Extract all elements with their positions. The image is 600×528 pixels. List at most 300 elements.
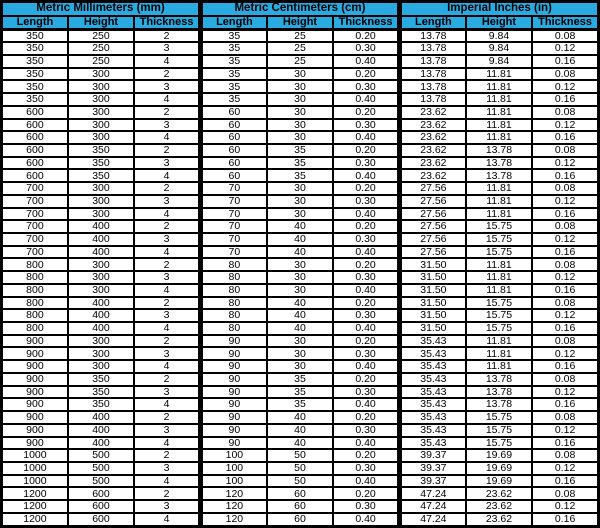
cell: 350 xyxy=(2,93,68,106)
cell: 0.16 xyxy=(532,360,598,373)
cell: 13.78 xyxy=(399,42,465,55)
cell: 31.50 xyxy=(399,309,465,322)
cell: 11.81 xyxy=(466,68,532,81)
cell: 0.08 xyxy=(532,258,598,271)
cell: 27.56 xyxy=(399,233,465,246)
cell: 11.81 xyxy=(466,80,532,93)
cell: 35 xyxy=(200,29,266,42)
cell: 300 xyxy=(68,80,134,93)
cell: 3 xyxy=(134,424,200,437)
cell: 23.62 xyxy=(399,169,465,182)
table-row xyxy=(2,271,599,284)
cell: 0.40 xyxy=(333,93,399,106)
cell: 15.75 xyxy=(466,437,532,450)
cell: 25 xyxy=(267,29,333,42)
cell: 800 xyxy=(2,258,68,271)
cell: 1000 xyxy=(2,475,68,488)
cell: 3 xyxy=(134,271,200,284)
cell: 35 xyxy=(267,386,333,399)
cell: 31.50 xyxy=(399,271,465,284)
cell: 2 xyxy=(134,29,200,42)
table-row xyxy=(2,398,599,411)
cell: 35 xyxy=(267,144,333,157)
cell: 0.16 xyxy=(532,93,598,106)
table-row xyxy=(2,195,599,208)
cell: 0.40 xyxy=(333,437,399,450)
cell: 400 xyxy=(68,233,134,246)
table-row xyxy=(2,106,599,119)
cell: 300 xyxy=(68,119,134,132)
cell: 2 xyxy=(134,335,200,348)
cell: 600 xyxy=(2,144,68,157)
cell: 4 xyxy=(134,475,200,488)
cell: 100 xyxy=(200,475,266,488)
cell: 0.08 xyxy=(532,373,598,386)
cell: 3 xyxy=(134,386,200,399)
cell: 4 xyxy=(134,284,200,297)
cell: 35.43 xyxy=(399,347,465,360)
cell: 0.40 xyxy=(333,475,399,488)
cell: 400 xyxy=(68,424,134,437)
table-header xyxy=(2,2,599,30)
cell: 600 xyxy=(2,131,68,144)
cell: 500 xyxy=(68,449,134,462)
cell: 80 xyxy=(200,309,266,322)
cell: 0.20 xyxy=(333,297,399,310)
cell: 31.50 xyxy=(399,284,465,297)
table-row xyxy=(2,80,599,93)
table-row xyxy=(2,258,599,271)
cell: 39.37 xyxy=(399,475,465,488)
cell: 300 xyxy=(68,195,134,208)
cell: 30 xyxy=(267,119,333,132)
cell: 600 xyxy=(2,106,68,119)
cell: 0.40 xyxy=(333,55,399,68)
cell: 2 xyxy=(134,297,200,310)
cell: 35.43 xyxy=(399,398,465,411)
cell: 4 xyxy=(134,322,200,335)
cell: 0.16 xyxy=(532,131,598,144)
table-row xyxy=(2,233,599,246)
cell: 3 xyxy=(134,462,200,475)
table-row xyxy=(2,475,599,488)
cell: 30 xyxy=(267,106,333,119)
cell: 19.69 xyxy=(466,475,532,488)
cell: 2 xyxy=(134,258,200,271)
cell: 0.16 xyxy=(532,169,598,182)
cell: 35 xyxy=(200,93,266,106)
cell: 80 xyxy=(200,297,266,310)
cell: 2 xyxy=(134,411,200,424)
cell: 2 xyxy=(134,220,200,233)
cell: 0.30 xyxy=(333,119,399,132)
cell: 0.12 xyxy=(532,424,598,437)
cell: 800 xyxy=(2,309,68,322)
cell: 15.75 xyxy=(466,309,532,322)
cell: 0.08 xyxy=(532,449,598,462)
cell: 90 xyxy=(200,398,266,411)
cell: 0.30 xyxy=(333,271,399,284)
cell: 0.08 xyxy=(532,106,598,119)
column-header-row xyxy=(2,16,599,30)
table-row xyxy=(2,360,599,373)
cell: 35.43 xyxy=(399,335,465,348)
cell: 15.75 xyxy=(466,297,532,310)
table-row xyxy=(2,119,599,132)
cell: 15.75 xyxy=(466,220,532,233)
cell: 0.12 xyxy=(532,233,598,246)
cell: 3 xyxy=(134,309,200,322)
cell: 0.16 xyxy=(532,246,598,259)
cell: 3 xyxy=(134,119,200,132)
cell: 90 xyxy=(200,373,266,386)
group-header-imperial-in: Imperial Inches (in) xyxy=(399,2,598,16)
table-row xyxy=(2,373,599,386)
cell: 300 xyxy=(68,93,134,106)
cell: 300 xyxy=(68,131,134,144)
cell: 0.20 xyxy=(333,106,399,119)
cell: 0.16 xyxy=(532,398,598,411)
cell: 100 xyxy=(200,462,266,475)
cell: 30 xyxy=(267,68,333,81)
cell: 70 xyxy=(200,233,266,246)
cell: 700 xyxy=(2,182,68,195)
cell: 11.81 xyxy=(466,182,532,195)
cell: 0.08 xyxy=(532,335,598,348)
col-header-mm-length: Length xyxy=(2,16,68,30)
cell: 23.62 xyxy=(399,144,465,157)
cell: 800 xyxy=(2,322,68,335)
cell: 23.62 xyxy=(399,119,465,132)
cell: 27.56 xyxy=(399,220,465,233)
cell: 35 xyxy=(267,157,333,170)
cell: 0.40 xyxy=(333,284,399,297)
cell: 0.12 xyxy=(532,119,598,132)
cell: 0.20 xyxy=(333,373,399,386)
cell: 700 xyxy=(2,220,68,233)
cell: 350 xyxy=(2,55,68,68)
cell: 40 xyxy=(267,411,333,424)
cell: 90 xyxy=(200,347,266,360)
cell: 1200 xyxy=(2,487,68,500)
cell: 100 xyxy=(200,449,266,462)
cell: 2 xyxy=(134,68,200,81)
cell: 900 xyxy=(2,360,68,373)
cell: 4 xyxy=(134,513,200,527)
cell: 15.75 xyxy=(466,424,532,437)
cell: 0.12 xyxy=(532,42,598,55)
cell: 31.50 xyxy=(399,297,465,310)
cell: 35 xyxy=(267,373,333,386)
cell: 0.20 xyxy=(333,144,399,157)
cell: 0.30 xyxy=(333,500,399,513)
cell: 0.08 xyxy=(532,487,598,500)
cell: 700 xyxy=(2,208,68,221)
cell: 13.78 xyxy=(399,93,465,106)
cell: 35 xyxy=(200,42,266,55)
cell: 13.78 xyxy=(399,29,465,42)
cell: 23.62 xyxy=(399,131,465,144)
cell: 600 xyxy=(68,500,134,513)
cell: 300 xyxy=(68,208,134,221)
cell: 40 xyxy=(267,246,333,259)
cell: 0.40 xyxy=(333,246,399,259)
cell: 30 xyxy=(267,347,333,360)
table-row xyxy=(2,347,599,360)
cell: 19.69 xyxy=(466,449,532,462)
cell: 15.75 xyxy=(466,233,532,246)
cell: 0.20 xyxy=(333,68,399,81)
table-row xyxy=(2,513,599,527)
cell: 0.16 xyxy=(532,208,598,221)
cell: 30 xyxy=(267,93,333,106)
cell: 120 xyxy=(200,500,266,513)
cell: 70 xyxy=(200,195,266,208)
col-header-in-length: Length xyxy=(399,16,465,30)
table-row xyxy=(2,462,599,475)
col-header-mm-thickness: Thickness xyxy=(134,16,200,30)
cell: 500 xyxy=(68,475,134,488)
cell: 23.62 xyxy=(466,500,532,513)
cell: 90 xyxy=(200,424,266,437)
table-row xyxy=(2,131,599,144)
cell: 350 xyxy=(68,169,134,182)
cell: 39.37 xyxy=(399,462,465,475)
cell: 11.81 xyxy=(466,271,532,284)
col-header-cm-length: Length xyxy=(200,16,266,30)
cell: 60 xyxy=(200,144,266,157)
cell: 300 xyxy=(68,68,134,81)
cell: 27.56 xyxy=(399,195,465,208)
cell: 9.84 xyxy=(466,55,532,68)
cell: 3 xyxy=(134,195,200,208)
cell: 0.12 xyxy=(532,195,598,208)
cell: 90 xyxy=(200,411,266,424)
cell: 90 xyxy=(200,437,266,450)
cell: 11.81 xyxy=(466,106,532,119)
cell: 900 xyxy=(2,373,68,386)
cell: 0.12 xyxy=(532,386,598,399)
cell: 0.12 xyxy=(532,271,598,284)
cell: 400 xyxy=(68,309,134,322)
cell: 0.30 xyxy=(333,347,399,360)
cell: 40 xyxy=(267,437,333,450)
cell: 0.08 xyxy=(532,29,598,42)
cell: 11.81 xyxy=(466,347,532,360)
cell: 11.81 xyxy=(466,119,532,132)
cell: 0.16 xyxy=(532,55,598,68)
cell: 4 xyxy=(134,398,200,411)
cell: 0.30 xyxy=(333,80,399,93)
cell: 4 xyxy=(134,360,200,373)
cell: 300 xyxy=(68,284,134,297)
table-row xyxy=(2,144,599,157)
group-header-metric-cm: Metric Centimeters (cm) xyxy=(200,2,399,16)
cell: 60 xyxy=(200,119,266,132)
cell: 120 xyxy=(200,487,266,500)
cell: 3 xyxy=(134,157,200,170)
cell: 35 xyxy=(200,68,266,81)
table-row xyxy=(2,487,599,500)
table-row xyxy=(2,93,599,106)
table-row xyxy=(2,284,599,297)
cell: 0.30 xyxy=(333,195,399,208)
cell: 700 xyxy=(2,233,68,246)
cell: 90 xyxy=(200,386,266,399)
cell: 500 xyxy=(68,462,134,475)
cell: 2 xyxy=(134,449,200,462)
cell: 23.62 xyxy=(466,513,532,527)
cell: 0.20 xyxy=(333,220,399,233)
cell: 0.08 xyxy=(532,144,598,157)
cell: 13.78 xyxy=(466,398,532,411)
cell: 900 xyxy=(2,437,68,450)
cell: 300 xyxy=(68,360,134,373)
cell: 300 xyxy=(68,271,134,284)
cell: 70 xyxy=(200,246,266,259)
cell: 60 xyxy=(267,513,333,527)
cell: 400 xyxy=(68,246,134,259)
cell: 13.78 xyxy=(399,68,465,81)
cell: 350 xyxy=(68,386,134,399)
cell: 13.78 xyxy=(466,157,532,170)
cell: 4 xyxy=(134,169,200,182)
cell: 0.40 xyxy=(333,360,399,373)
cell: 35 xyxy=(267,398,333,411)
cell: 0.30 xyxy=(333,157,399,170)
cell: 40 xyxy=(267,233,333,246)
cell: 35 xyxy=(200,80,266,93)
cell: 35.43 xyxy=(399,411,465,424)
cell: 300 xyxy=(68,258,134,271)
col-header-cm-thickness: Thickness xyxy=(333,16,399,30)
cell: 11.81 xyxy=(466,284,532,297)
table-row xyxy=(2,208,599,221)
group-header-row xyxy=(2,2,599,16)
cell: 250 xyxy=(68,42,134,55)
cell: 700 xyxy=(2,195,68,208)
table-row xyxy=(2,182,599,195)
cell: 35.43 xyxy=(399,437,465,450)
cell: 60 xyxy=(267,487,333,500)
cell: 70 xyxy=(200,182,266,195)
cell: 30 xyxy=(267,335,333,348)
cell: 0.40 xyxy=(333,513,399,527)
cell: 0.30 xyxy=(333,233,399,246)
cell: 0.08 xyxy=(532,220,598,233)
cell: 47.24 xyxy=(399,487,465,500)
cell: 900 xyxy=(2,424,68,437)
cell: 40 xyxy=(267,220,333,233)
cell: 350 xyxy=(2,80,68,93)
cell: 60 xyxy=(200,106,266,119)
table-row xyxy=(2,42,599,55)
cell: 4 xyxy=(134,131,200,144)
table-row xyxy=(2,386,599,399)
cell: 900 xyxy=(2,398,68,411)
cell: 27.56 xyxy=(399,182,465,195)
cell: 35 xyxy=(267,169,333,182)
cell: 1200 xyxy=(2,500,68,513)
cell: 50 xyxy=(267,449,333,462)
cell: 700 xyxy=(2,246,68,259)
cell: 0.40 xyxy=(333,322,399,335)
table-row xyxy=(2,500,599,513)
cell: 0.30 xyxy=(333,386,399,399)
cell: 30 xyxy=(267,284,333,297)
cell: 11.81 xyxy=(466,258,532,271)
cell: 350 xyxy=(2,29,68,42)
cell: 11.81 xyxy=(466,131,532,144)
col-header-in-height: Height xyxy=(466,16,532,30)
cell: 30 xyxy=(267,360,333,373)
cell: 90 xyxy=(200,360,266,373)
cell: 0.20 xyxy=(333,487,399,500)
table-row xyxy=(2,297,599,310)
cell: 3 xyxy=(134,347,200,360)
cell: 600 xyxy=(2,157,68,170)
cell: 250 xyxy=(68,55,134,68)
cell: 3 xyxy=(134,42,200,55)
cell: 0.16 xyxy=(532,322,598,335)
cell: 400 xyxy=(68,297,134,310)
cell: 11.81 xyxy=(466,360,532,373)
cell: 31.50 xyxy=(399,322,465,335)
cell: 2 xyxy=(134,144,200,157)
cell: 0.30 xyxy=(333,42,399,55)
cell: 70 xyxy=(200,220,266,233)
cell: 350 xyxy=(68,398,134,411)
cell: 0.16 xyxy=(532,513,598,527)
table-row xyxy=(2,322,599,335)
cell: 23.62 xyxy=(399,106,465,119)
cell: 350 xyxy=(2,68,68,81)
cell: 600 xyxy=(2,119,68,132)
cell: 39.37 xyxy=(399,449,465,462)
table-row xyxy=(2,449,599,462)
cell: 300 xyxy=(68,347,134,360)
cell: 0.12 xyxy=(532,80,598,93)
cell: 400 xyxy=(68,220,134,233)
table-row xyxy=(2,246,599,259)
cell: 3 xyxy=(134,80,200,93)
cell: 300 xyxy=(68,182,134,195)
cell: 30 xyxy=(267,182,333,195)
cell: 250 xyxy=(68,29,134,42)
table-row xyxy=(2,411,599,424)
cell: 4 xyxy=(134,55,200,68)
cell: 40 xyxy=(267,297,333,310)
cell: 40 xyxy=(267,309,333,322)
cell: 0.30 xyxy=(333,309,399,322)
cell: 0.16 xyxy=(532,475,598,488)
cell: 2 xyxy=(134,106,200,119)
table-row xyxy=(2,335,599,348)
cell: 9.84 xyxy=(466,42,532,55)
cell: 50 xyxy=(267,475,333,488)
cell: 900 xyxy=(2,335,68,348)
cell: 80 xyxy=(200,271,266,284)
cell: 0.20 xyxy=(333,182,399,195)
cell: 47.24 xyxy=(399,513,465,527)
cell: 13.78 xyxy=(466,373,532,386)
col-header-mm-height: Height xyxy=(68,16,134,30)
cell: 90 xyxy=(200,335,266,348)
group-header-metric-mm: Metric Millimeters (mm) xyxy=(2,2,201,16)
cell: 25 xyxy=(267,55,333,68)
cell: 900 xyxy=(2,347,68,360)
cell: 13.78 xyxy=(399,55,465,68)
